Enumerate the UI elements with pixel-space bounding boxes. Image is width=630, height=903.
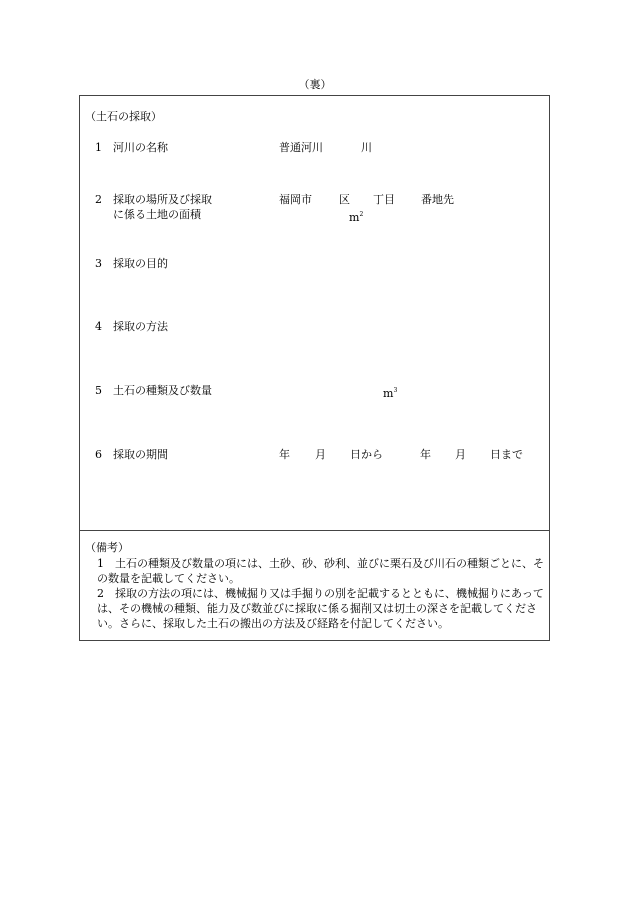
item-4-number: 4 [95,320,102,333]
note-1: 1 土石の種類及び数量の項には、土砂、砂、砂利、並びに栗石及び川石の種類ごとに、その数量を記載してください。 [97,557,544,585]
item-2-label-line2: に係る土地の面積 [113,208,201,221]
item-2-banchi: 番地先 [421,193,454,206]
item-3-number: 3 [95,257,102,270]
item-3-label: 採取の目的 [113,257,168,270]
item-4-label: 採取の方法 [113,320,168,333]
item-2-label: 採取の場所及び採取 [113,193,212,206]
item-1-river-suffix: 川 [361,141,372,154]
item-5-volume-unit: $m^3$ [383,387,398,400]
item-2-ward: 区 [339,193,350,206]
item-2-area-unit: $m^2$ [349,211,364,224]
item-1-number: 1 [95,141,102,154]
item-6-start-day: 日から [350,448,383,461]
notes-divider [79,530,550,531]
item-5-number: 5 [95,384,102,397]
item-6-number: 6 [95,448,102,461]
item-6-label: 採取の期間 [113,448,168,461]
item-2-chome: 丁目 [373,193,395,206]
item-1-label: 河川の名称 [113,141,168,154]
notes-title: （備考） [85,541,129,554]
item-5-label: 土石の種類及び数量 [113,384,212,397]
section-title: （土石の採取） [85,110,162,123]
item-2-number: 2 [95,193,102,206]
item-6-start-month: 月 [315,448,326,461]
note-2: 2 採取の方法の項には、機械掘り又は手掘りの別を記載するとともに、機械掘りにあっては、その機械の種類、能力及び数並びに採取に係る掘削又は切土の深さを記載してください。さらに、採取した土石の搬出の方法及び経路を付記してください。 [97,587,544,630]
item-1-river-type: 普通河川 [279,141,323,154]
item-6-end-day: 日まで [490,448,523,461]
item-6-end-year: 年 [420,448,431,461]
page-side-label: （裏） [298,78,332,91]
item-6-start-year: 年 [279,448,290,461]
item-6-end-month: 月 [455,448,466,461]
item-2-city: 福岡市 [279,193,312,206]
